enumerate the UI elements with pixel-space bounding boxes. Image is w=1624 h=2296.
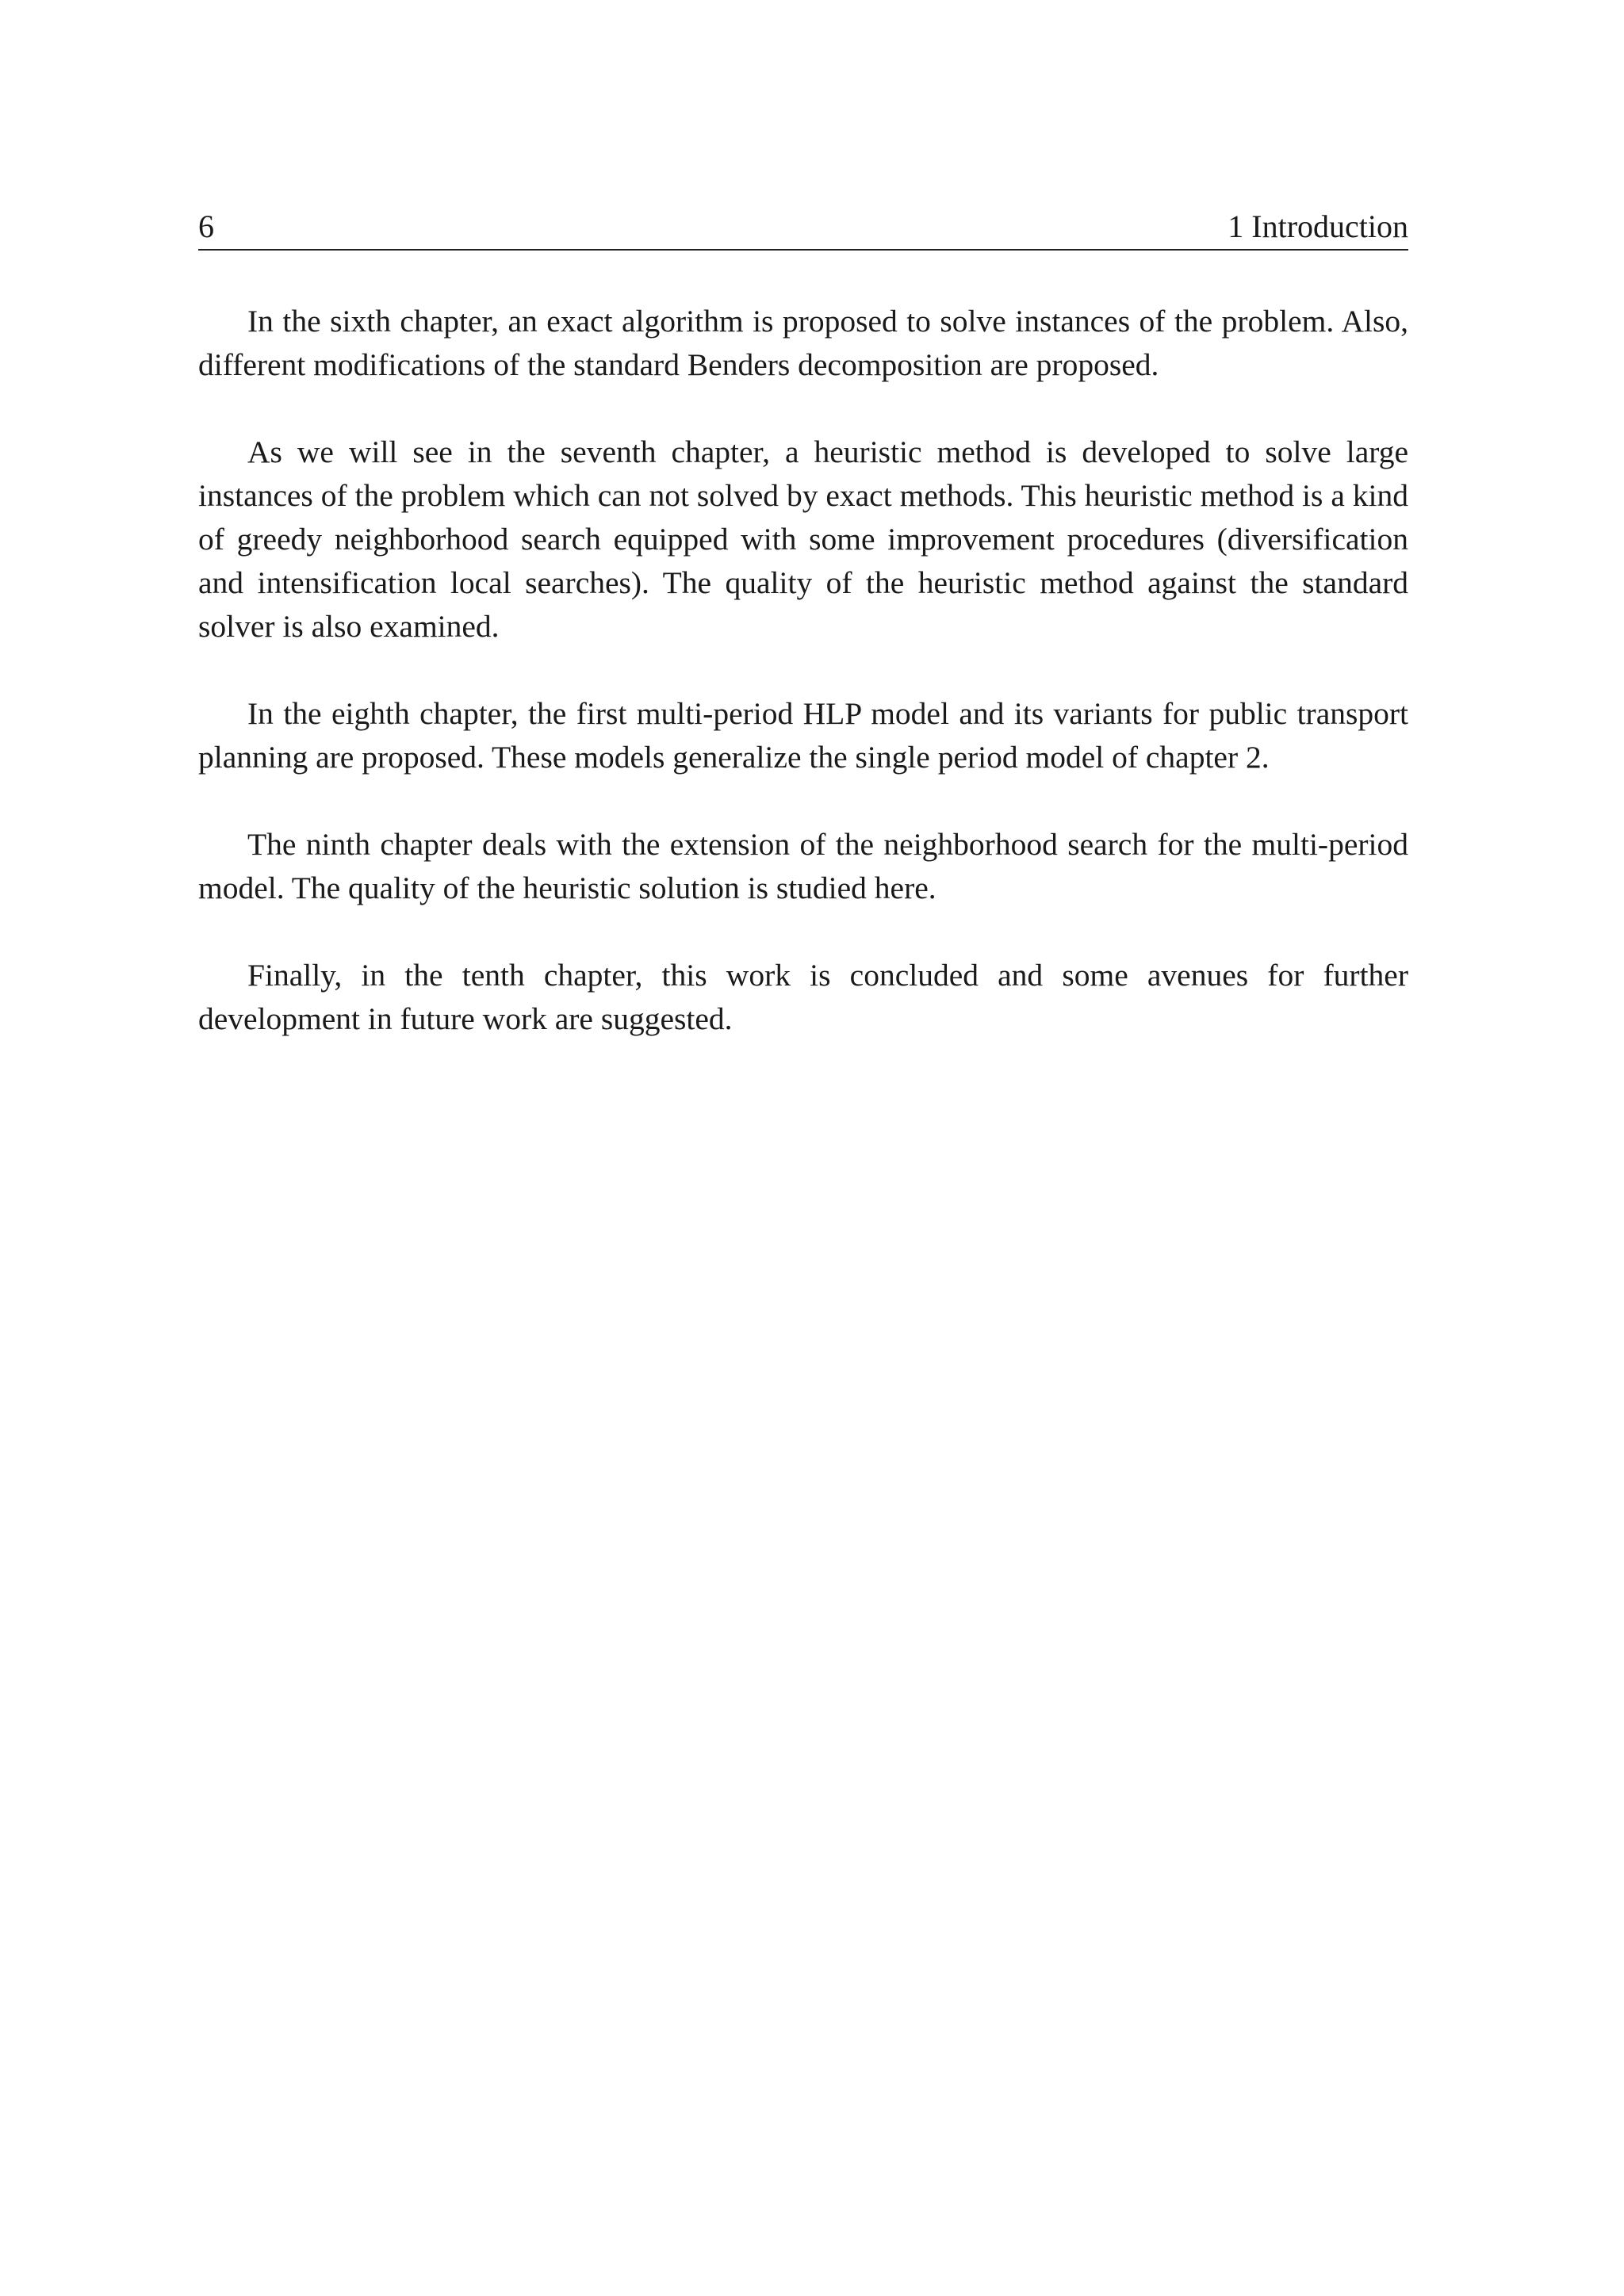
paragraph-tenth-chapter: Finally, in the tenth chapter, this work is concluded and some avenues for further development in future work are suggested. bbox=[198, 958, 1408, 1036]
paragraph-ninth-chapter: The ninth chapter deals with the extension of the neighborhood search for the multi-period model. The quality of the heuristic solution is studied here. bbox=[198, 827, 1408, 905]
body-text bbox=[198, 300, 1408, 1041]
page-number: 6 bbox=[198, 209, 214, 244]
paragraph-seventh-chapter: As we will see in the seventh chapter, a heuristic method is developed to solve large instances of the problem which can not solved by exact methods. This heuristic method is a kind of greedy neighborhood search equipped with some improvement procedures (diversification and intensification local searches). The quality of the heuristic method against the standard solver is also examined. bbox=[198, 434, 1408, 644]
running-header bbox=[198, 205, 1408, 251]
paragraph-sixth-chapter: In the sixth chapter, an exact algorithm is proposed to solve instances of the problem. Also, different modifications of the standard Benders decomposition are proposed. bbox=[198, 304, 1408, 382]
chapter-title: 1 Introduction bbox=[1228, 209, 1408, 244]
paragraph-eighth-chapter: In the eighth chapter, the first multi-period HLP model and its variants for public transport planning are proposed. These models generalize the single period model of chapter 2. bbox=[198, 696, 1408, 775]
